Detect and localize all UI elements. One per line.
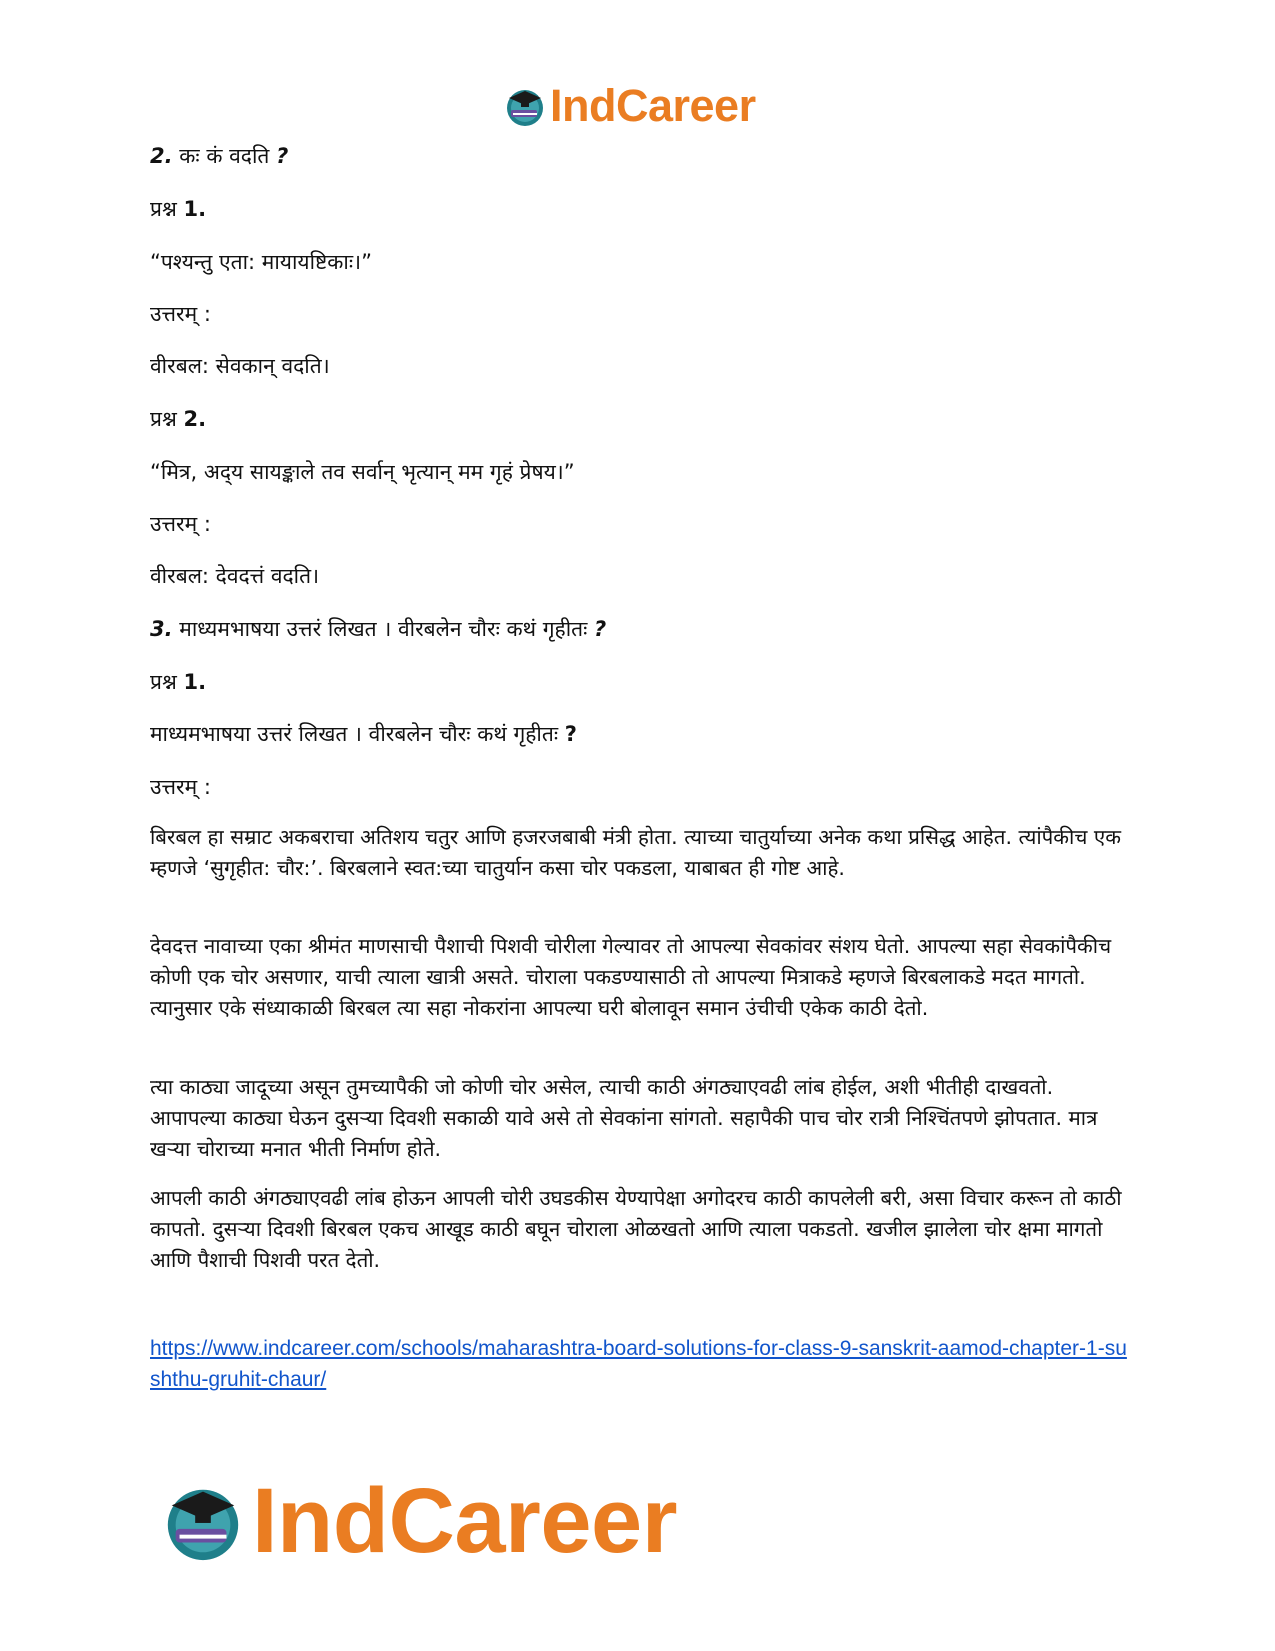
prashna-label-1: प्रश्न 1. bbox=[150, 197, 207, 221]
question-quote-1: “पश्यन्तु एता: मायायष्टिकाः।” bbox=[150, 250, 372, 274]
brand-name: IndCareer bbox=[252, 1469, 677, 1572]
uttaram-label-2: उत्तरम् : bbox=[150, 512, 211, 536]
uttaram-label-1: उत्तरम् : bbox=[150, 302, 211, 326]
answer-paragraph: देवदत्त नावाच्या एका श्रीमंत माणसाची पैशाची पिशवी चोरीला गेल्यावर तो आपल्या सेवकांवर संशय घेतो. आपल्या सहा सेवकांपैकीच कोणी एक चोर असणार, याची त्याला खात्री असते. चोराला पकडण्यासाठी तो आपल्या मित्राकडे म्हणजे बिरबलाकडे मदत मागतो. त्यानुसार एके संध्याकाळी बिरबल त्या सहा नोकरांना आपल्या घरी बोलावून समान उंचीची एकेक काठी देतो. bbox=[150, 934, 1112, 1020]
answer-paragraph: आपली काठी अंगठ्याएवढी लांब होऊन आपली चोरी उघडकीस येण्यापेक्षा अगोदरच काठी कापलेली बरी, असा विचार करून तो काठी कापतो. दुसऱ्या दिवशी बिरबल एकच आखूड काठी बघून चोराला ओळखतो आणि त्याला पकडतो. खजील झालेला चोर क्षमा मागतो आणि पैशाची पिशवी परत देतो. bbox=[150, 1186, 1122, 1272]
prashna-label-3: प्रश्न 1. bbox=[150, 670, 207, 694]
header-logo bbox=[503, 78, 756, 134]
graduation-globe-icon bbox=[160, 1478, 246, 1564]
source-link[interactable]: https://www.indcareer.com/schools/maharashtra-board-solutions-for-class-9-sanskrit-aamod-chapter-1-sushthu-gruhit-chaur/ bbox=[150, 1337, 1127, 1391]
brand-name: IndCareer bbox=[550, 80, 756, 131]
question-heading-2: 2. कः कं वदति ? bbox=[150, 144, 289, 168]
prashna-label-2: प्रश्न 2. bbox=[150, 407, 207, 431]
uttaram-label-3: उत्तरम् : bbox=[150, 775, 211, 799]
answer-paragraph: बिरबल हा सम्राट अकबराचा अतिशय चतुर आणि हजरजबाबी मंत्री होता. त्याच्या चातुर्याच्या अनेक कथा प्रसिद्ध आहेत. त्यांपैकीच एक म्हणजे ‘सुगृहीत: चौर:’. बिरबलाने स्वत:च्या चातुर्यान कसा चोर पकडला, याबाबत ही गोष्ट आहे. bbox=[150, 825, 1121, 880]
graduation-globe-icon bbox=[503, 84, 547, 128]
answer-paragraph: त्या काठ्या जादूच्या असून तुमच्यापैकी जो कोणी चोर असेल, त्याची काठी अंगठ्याएवढी लांब होईल, अशी भीतीही दाखवतो. आपापल्या काठ्या घेऊन दुसऱ्या दिवशी सकाळी यावे असे तो सेवकांना सांगतो. सहापैकी पाच चोर रात्री निश्चिंतपणे झोपतात. मात्र खऱ्या चोराच्या मनात भीती निर्माण होते. bbox=[150, 1075, 1098, 1161]
question-text-3: माध्यमभाषया उत्तरं लिखत । वीरबलेन चौरः कथं गृहीतः ? bbox=[150, 722, 577, 746]
answer-text-2: वीरबल: देवदत्तं वदति। bbox=[150, 564, 320, 588]
footer-logo bbox=[160, 1466, 677, 1576]
question-heading-3: 3. माध्यमभाषया उत्तरं लिखत । वीरबलेन चौरः कथं गृहीतः ? bbox=[150, 617, 607, 641]
answer-text-1: वीरबल: सेवकान् वदति। bbox=[150, 354, 330, 378]
question-quote-2: “मित्र, अद्‌य सायङ्काले तव सर्वान् भृत्यान् मम गृहं प्रेषय।” bbox=[150, 460, 575, 484]
